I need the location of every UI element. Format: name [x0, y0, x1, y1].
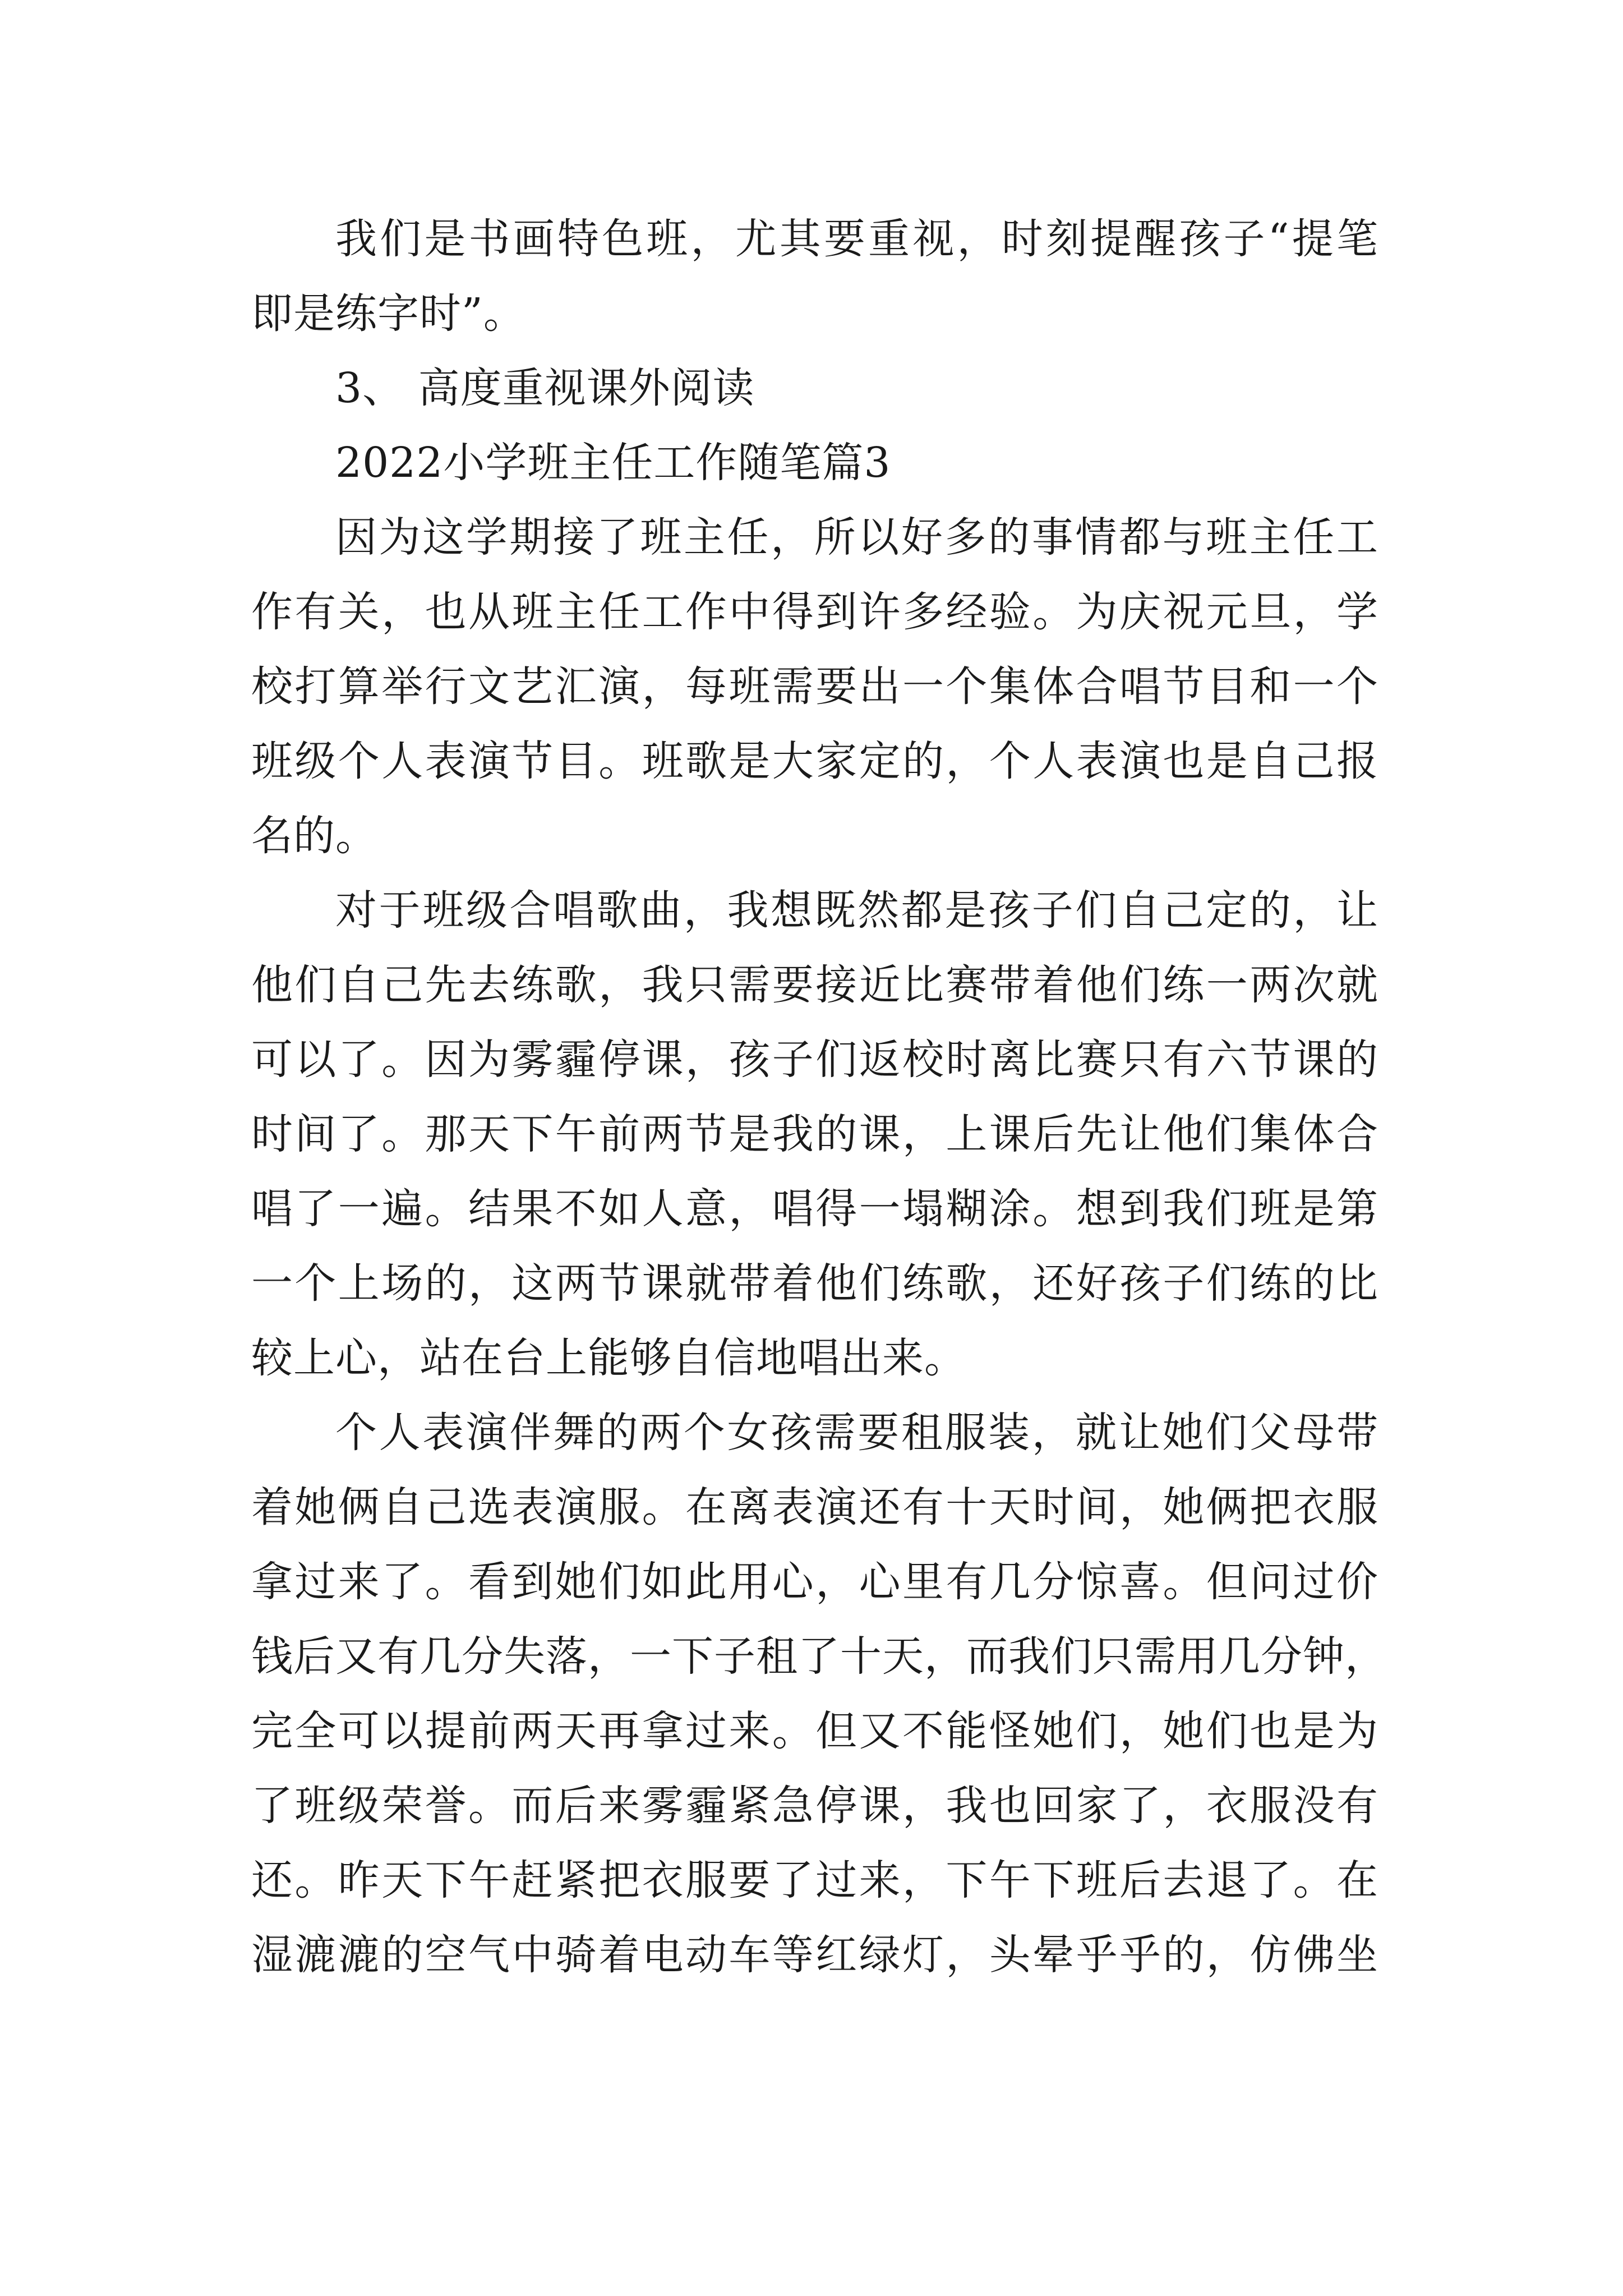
text-line: 还。昨天下午赶紧把衣服要了过来，下午下班后去退了。在	[251, 1856, 1378, 1904]
text-line: 着她俩自己选表演服。在离表演还有十天时间，她俩把衣服	[251, 1483, 1378, 1531]
text-line: 作有关，也从班主任工作中得到许多经验。为庆祝元旦，学	[251, 588, 1378, 636]
text-line: 一个上场的，这两节课就带着他们练歌，还好孩子们练的比	[251, 1259, 1378, 1308]
text-line: 钱后又有几分失落，一下子租了十天，而我们只需用几分钟，	[251, 1632, 1387, 1681]
text-line: 唱了一遍。结果不如人意，唱得一塌糊涂。想到我们班是第	[251, 1185, 1378, 1233]
text-line: 班级个人表演节目。班歌是大家定的，个人表演也是自己报	[251, 737, 1378, 785]
text-line: 名的。	[251, 812, 377, 860]
text-line: 可以了。因为雾霾停课，孩子们返校时离比赛只有六节课的	[251, 1036, 1378, 1084]
text-line: 个人表演伴舞的两个女孩需要租服装，就让她们父母带	[335, 1409, 1378, 1457]
text-line: 他们自己先去练歌，我只需要接近比赛带着他们练一两次就	[251, 961, 1378, 1009]
document-page	[251, 202, 1387, 1993]
text-line: 完全可以提前两天再拿过来。但又不能怪她们，她们也是为	[251, 1707, 1378, 1755]
text-line: 拿过来了。看到她们如此用心，心里有几分惊喜。但问过价	[251, 1558, 1378, 1606]
text-line: 即是练字时”。	[251, 289, 525, 338]
text-line: 较上心，站在台上能够自信地唱出来。	[251, 1334, 966, 1382]
text-line: 我们是书画特色班，尤其要重视，时刻提醒孩子“提笔	[335, 215, 1378, 263]
text-line: 湿漉漉的空气中骑着电动车等红绿灯，头晕乎乎的，仿佛坐	[251, 1931, 1378, 1979]
text-line: 因为这学期接了班主任，所以好多的事情都与班主任工	[335, 513, 1378, 562]
section-heading: 3、 高度重视课外阅读	[335, 364, 755, 412]
text-line: 时间了。那天下午前两节是我的课，上课后先让他们集体合	[251, 1110, 1378, 1158]
text-line: 对于班级合唱歌曲，我想既然都是孩子们自己定的，让	[335, 886, 1378, 935]
article-title: 2022小学班主任工作随笔篇3	[335, 439, 891, 487]
text-line: 了班级荣誉。而后来雾霾紧急停课，我也回家了，衣服没有	[251, 1782, 1378, 1830]
text-line: 校打算举行文艺汇演，每班需要出一个集体合唱节目和一个	[251, 662, 1378, 711]
